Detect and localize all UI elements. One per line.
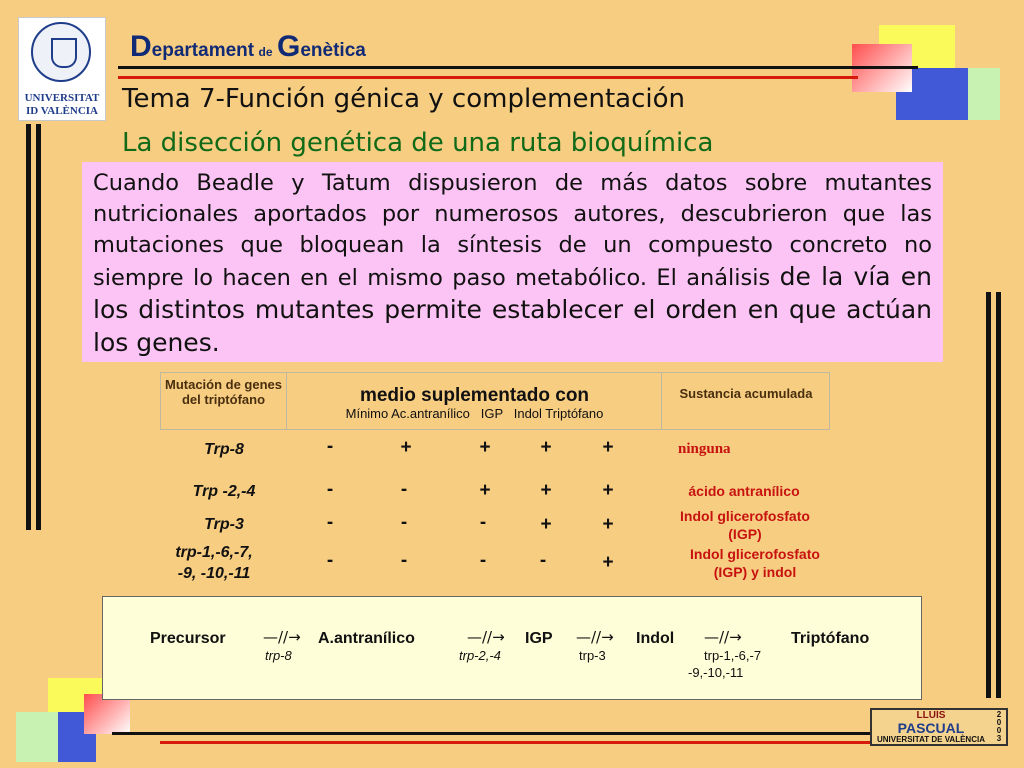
growth-cell: + [602, 514, 614, 535]
growth-cell: - [326, 512, 334, 533]
pathway-step: Triptófano [791, 630, 870, 647]
growth-cell: + [479, 437, 491, 458]
pathway-gene: trp-1,-6,-7 [704, 648, 762, 663]
pathway-gene: -9,-10,-11 [688, 665, 744, 680]
university-logo [18, 17, 106, 121]
badge-year: 2 0 0 3 [996, 710, 1002, 743]
footer-line-black [112, 732, 872, 735]
growth-cell: + [479, 480, 491, 501]
pathway-box [102, 596, 922, 700]
blocked-arrow-icon: —//→ [576, 628, 614, 646]
header-accumulated: Sustancia acumulada [679, 386, 813, 401]
growth-cell: + [540, 514, 552, 535]
gene-cell: Trp -2,-4 [192, 483, 256, 500]
author-badge [870, 708, 1008, 746]
growth-cell: + [602, 437, 614, 458]
accumulated-cell: Indol glicerofosfato (IGP) [680, 508, 810, 542]
growth-cell: - [539, 550, 547, 571]
header-mutation: Mutación de genes del triptófano [161, 373, 287, 429]
table-header [160, 372, 830, 430]
logo-line2: ID VALÈNCIA [25, 105, 99, 117]
growth-cell: - [479, 512, 487, 533]
gene-cell: Trp-3 [204, 516, 244, 533]
department-title: Departament de Genètica [130, 30, 366, 63]
header-medium: medio suplementado con Mínimo Ac.antranílico IGP Indol Triptófano [288, 373, 662, 429]
growth-cell: - [326, 436, 334, 457]
author-first-name: LLUÍS [916, 710, 946, 721]
growth-cell: - [400, 550, 408, 571]
blocked-arrow-icon: —//→ [704, 628, 742, 646]
pathway-gene: trp-3 [579, 648, 606, 663]
page-subtitle: La disección genética de una ruta bioquímica [122, 128, 714, 158]
university-seal-icon [31, 22, 91, 82]
left-vertical-bar-2 [36, 124, 41, 530]
header-line-red [118, 76, 858, 79]
growth-cell: - [400, 512, 408, 533]
growth-cell: - [326, 550, 334, 571]
deco-square-red-bottom [84, 694, 130, 734]
author-last-name: PASCUAL [897, 720, 965, 736]
growth-cell: + [540, 437, 552, 458]
author-organization: UNIVERSITAT DE VALÈNCIA [876, 735, 985, 744]
accumulated-cell: ácido antranílico [688, 483, 800, 499]
paragraph-text: Cuando Beadle y Tatum dispusieron de más datos sobre mutantes nutricionales aportados por numerosos autores, descubrieron que las mutaciones que bloquean la síntesis de un compuesto concreto no siempre lo hacen en el mismo paso metabólico. El análisis de la vía en los distintos mutantes permite establecer el orden en que actúan los genes. [93, 170, 932, 357]
pathway-gene: trp-2,-4 [459, 648, 501, 663]
blocked-arrow-icon: —//→ [263, 628, 301, 646]
header-line-black [118, 66, 918, 69]
logo-line1: UNIVERSITAT [24, 92, 100, 104]
pathway-gene: trp-8 [265, 648, 292, 663]
growth-cell: - [326, 479, 334, 500]
footer-line-red [160, 741, 872, 744]
pathway-step: Indol [636, 630, 675, 647]
growth-cell: - [479, 550, 487, 571]
gene-cell: Trp-8 [204, 441, 244, 458]
gene-cell: trp-1,-6,-7, -9, -10,-11 [175, 544, 253, 582]
right-vertical-bar-1 [986, 292, 991, 698]
pathway-step: IGP [525, 630, 553, 647]
right-vertical-bar-2 [996, 292, 1001, 698]
page-title: Tema 7-Función génica y complementación [122, 84, 685, 114]
accumulated-cell: Indol glicerofosfato (IGP) y indol [690, 546, 820, 580]
accumulated-cell: ninguna [678, 441, 731, 457]
pathway-step: A.antranílico [318, 630, 415, 647]
paragraph-box [82, 162, 943, 362]
growth-cell: + [540, 480, 552, 501]
growth-cell: + [602, 480, 614, 501]
growth-cell: - [400, 479, 408, 500]
blocked-arrow-icon: —//→ [467, 628, 505, 646]
pathway-step: Precursor [150, 630, 226, 647]
growth-cell: + [400, 437, 412, 458]
growth-cell: + [602, 552, 614, 573]
left-vertical-bar-1 [26, 124, 31, 530]
